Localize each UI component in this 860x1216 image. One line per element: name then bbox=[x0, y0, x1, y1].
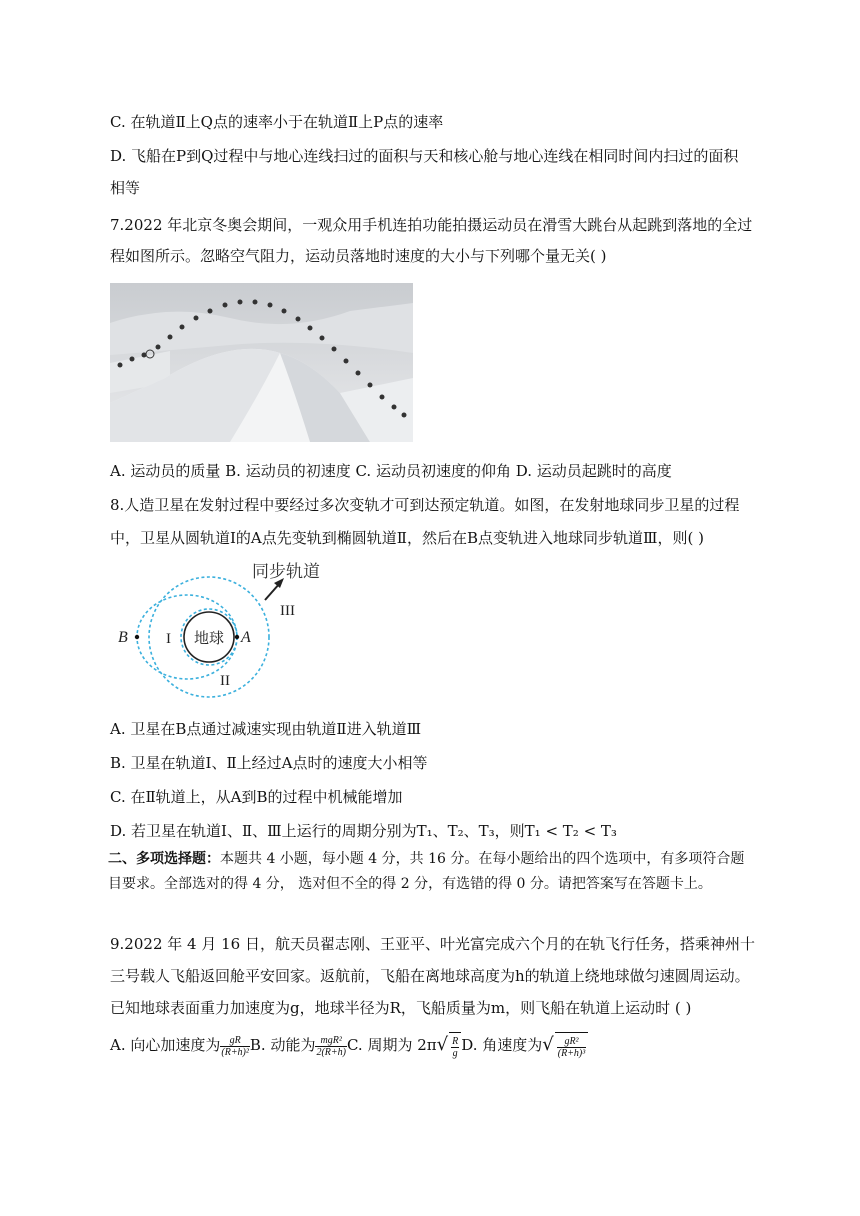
ski-jump-photo bbox=[110, 283, 413, 442]
q8-stem-line2: 中，卫星从圆轨道Ⅰ的A点先变轨到椭圆轨道Ⅱ，然后在B点变轨进入地球同步轨道Ⅲ，则( ) bbox=[110, 529, 704, 547]
q7-stem-line2: 程如图所示。忽略空气阻力，运动员落地时速度的大小与下列哪个量无关( ) bbox=[110, 247, 607, 265]
q9-stem-line1: 9.2022 年 4 月 16 日，航天员翟志刚、王亚平、叶光富完成六个月的在轨飞行任务，搭乘神州十 bbox=[110, 935, 755, 953]
q9-option-c: C. 周期为 2π bbox=[346, 1036, 437, 1054]
q6-option-d-line1: D. 飞船在P到Q过程中与地心连线扫过的面积与天和核心舱与地心连线在相同时间内扫过的面积 bbox=[110, 147, 739, 165]
orbit-I-label: I bbox=[166, 631, 171, 647]
sync-orbit-label: 同步轨道 bbox=[252, 562, 320, 582]
q6-option-d-line2: 相等 bbox=[110, 179, 141, 197]
q9-option-b: B. 动能为 bbox=[249, 1036, 316, 1054]
q8-option-c: C. 在Ⅱ轨道上，从A到B的过程中机械能增加 bbox=[110, 788, 403, 806]
orbit-III-label: III bbox=[280, 603, 295, 619]
q8-option-b: B. 卫星在轨道Ⅰ、Ⅱ上经过A点时的速度大小相等 bbox=[110, 754, 428, 772]
q9-option-b-fraction: $\frac{\text{mgR²}}{2(R+h)}$ bbox=[316, 1034, 346, 1058]
q9-stem-line2: 三号载人飞船返回舱平安回家。返航前，飞船在离地球高度为h的轨道上绕地球做匀速圆周运动。 bbox=[110, 967, 750, 985]
section2-instructions bbox=[108, 847, 748, 897]
earth-label: 地球 bbox=[194, 629, 225, 647]
section2-heading: 二、多项选择题： bbox=[108, 851, 220, 867]
q9-option-a-fraction: $\frac{gR}{\text{(R+h)²}}$ bbox=[221, 1034, 249, 1058]
point-a-label: A bbox=[241, 629, 251, 646]
q9-options: A. 向心加速度为 $\frac{gR}{\text{(R+h)²}}$ B. 动能为 $\frac{\text{mgR²}}{2(R+h)}$ C. 周期为 2π√ $\frac{R}{g}$ D. 角速度为√ $\frac{\text{gR²}}{\text{(R+h)³}}$ bbox=[110, 1031, 588, 1061]
q9-option-d: D. 角速度为 bbox=[461, 1036, 543, 1054]
q7-stem-line1: 7.2022 年北京冬奥会期间，一观众用手机连拍功能拍摄运动员在滑雪大跳台从起跳到落地的全过 bbox=[110, 216, 753, 234]
q7-options: A. 运动员的质量 B. 运动员的初速度 C. 运动员初速度的仰角 D. 运动员起跳时的高度 bbox=[110, 462, 672, 480]
orbit-diagram bbox=[110, 555, 350, 700]
section2-body: 本题共 4 小题，每小题 4 分，共 16 分。在每小题给出的四个选项中，有多项符合题目要求。全部选对的得 4 分， 选对但不全的得 2 分，有选错的得 0 分。请把答案写在答题卡上。 bbox=[108, 851, 745, 892]
orbit-II-label: II bbox=[220, 673, 230, 689]
q9-stem-line3: 已知地球表面重力加速度为g，地球半径为R，飞船质量为m，则飞船在轨道上运动时 ( ) bbox=[110, 999, 692, 1017]
q8-option-d: D. 若卫星在轨道Ⅰ、Ⅱ、Ⅲ上运行的周期分别为T₁、T₂、T₃，则T₁ < T₂ < T₃ bbox=[110, 822, 617, 840]
q8-option-a: A. 卫星在B点通过减速实现由轨道Ⅱ进入轨道Ⅲ bbox=[110, 720, 422, 738]
q9-option-d-fraction: $\frac{\text{gR²}}{\text{(R+h)³}}$ bbox=[557, 1036, 586, 1059]
q6-option-c: C. 在轨道Ⅱ上Q点的速率小于在轨道Ⅱ上P点的速率 bbox=[110, 113, 444, 131]
q9-option-a: A. 向心加速度为 bbox=[110, 1036, 221, 1054]
point-b-label: B bbox=[118, 629, 128, 646]
q9-option-c-fraction: $\frac{R}{g}$ bbox=[452, 1036, 459, 1059]
q8-stem-line1: 8.人造卫星在发射过程中要经过多次变轨才可到达预定轨道。如图，在发射地球同步卫星的过程 bbox=[110, 496, 740, 514]
